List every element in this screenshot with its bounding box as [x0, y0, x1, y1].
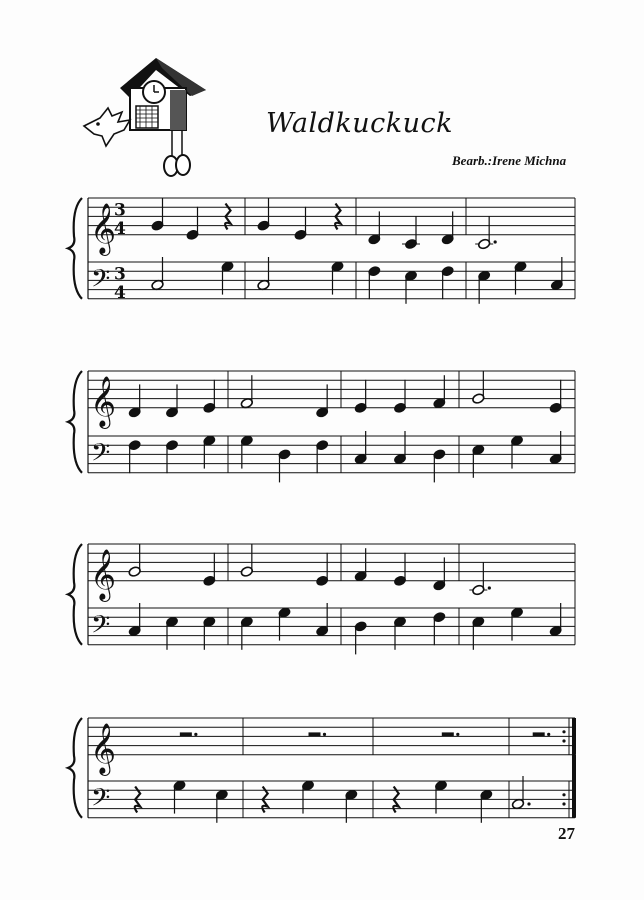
song-title: Waldkuckuck: [266, 108, 454, 139]
arranger-credit: Bearb.:Irene Michna: [452, 153, 567, 168]
repeat-dot: [562, 793, 565, 796]
system-brace: [68, 198, 82, 299]
page-number: 27: [558, 824, 575, 843]
final-barline-thick: [572, 718, 576, 755]
augmentation-dot: [547, 733, 550, 736]
system-brace: [68, 371, 82, 473]
treble-clef: 𝄞: [90, 722, 117, 774]
augmentation-dot: [456, 733, 459, 736]
final-barline-thick: [572, 781, 576, 818]
repeat-dot: [562, 730, 565, 733]
time-signature-bottom: 4: [114, 282, 126, 303]
augmentation-dot: [488, 586, 491, 589]
half-rest: [180, 732, 192, 736]
repeat-dot: [562, 802, 565, 805]
system-brace: [68, 718, 82, 818]
time-signature-top: 3: [114, 200, 126, 221]
bass-clef: 𝄢: [91, 438, 111, 474]
repeat-dot: [562, 739, 565, 742]
treble-clef: 𝄞: [90, 202, 117, 254]
half-rest: [533, 732, 545, 736]
augmentation-dot: [323, 733, 326, 736]
augmentation-dot: [494, 240, 497, 243]
bass-clef: 𝄢: [91, 610, 111, 646]
system-brace: [68, 544, 82, 645]
treble-clef: 𝄞: [90, 548, 117, 600]
time-signature-bottom: 4: [114, 218, 126, 239]
time-signature-top: 3: [114, 264, 126, 285]
treble-clef: 𝄞: [90, 375, 117, 427]
bass-clef: 𝄢: [91, 783, 111, 819]
half-rest: [442, 732, 454, 736]
final-barline-thick: [572, 755, 576, 781]
augmentation-dot: [527, 802, 530, 805]
bass-clef: 𝄢: [91, 264, 111, 300]
half-rest: [309, 732, 321, 736]
augmentation-dot: [194, 733, 197, 736]
